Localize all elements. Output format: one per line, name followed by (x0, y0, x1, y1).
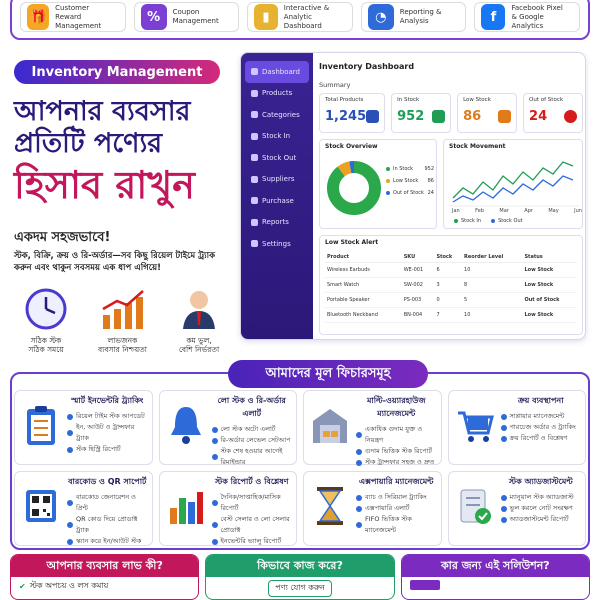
status-badge: Low Stock (522, 308, 577, 323)
feature-point: ইন, আউট ও ট্রান্সফার ট্র্যাক (67, 422, 148, 444)
kpi-row (319, 93, 583, 133)
status-badge: Out of Stock (522, 293, 577, 308)
top-card-reward[interactable] (20, 2, 126, 32)
section-title: আপনার ব্যবসার লাভ কী? (11, 555, 198, 577)
feature-card (303, 471, 442, 546)
inventory-dashboard-mockup (240, 52, 586, 340)
hourglass-icon (308, 476, 352, 536)
sidebar-item-settings[interactable] (245, 233, 309, 255)
stock-movement-chart (449, 154, 579, 216)
feature-card (448, 471, 587, 546)
clipboard-icon (19, 395, 63, 455)
stock-overview-panel (319, 139, 437, 229)
table-cell: Portable Speaker (325, 293, 402, 308)
sidebar-item-label: Reports (262, 218, 289, 227)
features-title: আমাদের মূল ফিচারসমূহ (228, 360, 428, 388)
businessman-icon (174, 284, 224, 334)
feature-point: স্ক্যান করে ইন/আউট স্টক (67, 536, 148, 547)
table-cell: 10 (462, 308, 522, 323)
kpi-in-stock (391, 93, 451, 133)
box-icon (366, 110, 379, 123)
kpi-value: 86 (463, 109, 482, 124)
qr-code-icon (19, 476, 63, 536)
panel-title: Stock Movement (449, 143, 506, 150)
month-tick: Feb (475, 208, 484, 214)
feature-point: গুদাম ভিত্তিক স্টক রিপোর্ট (356, 446, 437, 457)
panel-title: Low Stock Alert (325, 239, 379, 246)
benefit-label: কম ভুল, বেশি নির্ভরতা (178, 336, 220, 354)
bar-chart-icon: ▮ (254, 4, 278, 30)
low-stock-alert-panel (319, 235, 583, 335)
purchase-icon (251, 197, 258, 204)
categories-icon (251, 111, 258, 118)
feature-point: QR কোড দিয়ে প্রোডাক্ট ট্র্যাক (67, 514, 148, 536)
benefit-item (10, 284, 82, 354)
checklist-icon (453, 476, 497, 536)
store-icon (410, 580, 440, 590)
bell-icon (164, 395, 208, 455)
sidebar-item-label: Stock In (262, 132, 291, 141)
reports-icon (251, 219, 258, 226)
feature-title: স্টক অ্যাডজাস্টমেন্ট (508, 477, 573, 486)
feature-point: রি-অর্ডার লেভেল সেটআপ (212, 435, 293, 446)
column-header: Status (522, 252, 577, 263)
feature-point: স্টক হিস্ট্রি রিপোর্ট (67, 444, 148, 455)
how-it-works-card (205, 554, 394, 600)
feature-point: একাধিক গুদাম যুক্ত ও নিয়ন্ত্রণ (356, 424, 437, 446)
column-header: SKU (402, 252, 435, 263)
sidebar-item-stock-out[interactable] (245, 147, 309, 169)
kpi-value: 24 (529, 109, 548, 124)
growth-chart-icon (98, 284, 148, 334)
gift-icon: 🎁 (27, 4, 49, 30)
bar-chart-icon (164, 476, 208, 536)
kpi-low-stock (457, 93, 517, 133)
feature-title: বারকোড ও QR সাপোর্ট (68, 477, 147, 486)
feature-point: স্টক ট্রান্সফার সহজ ও দ্রুত (356, 457, 437, 468)
column-header: Product (325, 252, 402, 263)
table-cell: 6 (434, 263, 462, 278)
sidebar-item-dashboard[interactable] (245, 61, 309, 83)
movement-legend (454, 218, 523, 224)
facebook-google-icon: f (481, 4, 505, 30)
top-feature-strip (10, 0, 590, 40)
low-stock-table (325, 252, 577, 323)
legend-stock-out (491, 218, 523, 224)
table-cell: PS-003 (402, 293, 435, 308)
kpi-label: Out of Stock (529, 97, 564, 103)
stock-movement-panel (443, 139, 583, 229)
suppliers-icon (251, 176, 258, 183)
inventory-management-pill: Inventory Management (14, 60, 220, 84)
percent-icon: % (141, 4, 167, 30)
top-card-label: Customer Reward Management (55, 3, 102, 30)
table-row[interactable] (325, 278, 577, 293)
feature-card (14, 390, 153, 465)
feature-point: পারচেজ অর্ডার ও ট্র্যাকিং (501, 422, 582, 433)
feature-point: ক্রয় রিপোর্ট ও বিশ্লেষণ (501, 433, 582, 444)
bottom-sections (10, 554, 590, 600)
sidebar-item-stock-in[interactable] (245, 126, 309, 148)
legend-value: 952 (424, 166, 434, 172)
box-warning-icon (498, 110, 511, 123)
section-text: পণ্য যোগ করুন (268, 580, 332, 597)
feature-title: স্টক রিপোর্ট ও বিশ্লেষণ (214, 477, 289, 486)
legend-value: 24 (427, 190, 434, 196)
feature-card (14, 471, 153, 546)
feature-point: ম্যানুয়াল স্টক অ্যাডজাস্ট (501, 492, 582, 503)
legend-label: In Stock (393, 166, 414, 172)
legend-label: Low Stock (393, 178, 419, 184)
legend-label: Stock In (461, 218, 482, 224)
feature-point: দৈনিক/সাপ্তাহিক/মাসিক রিপোর্ট (212, 492, 293, 514)
sidebar-item-label: Products (262, 89, 293, 98)
hero-line-3: একদম সহজভাবে! (14, 230, 111, 245)
feature-point: ইনভেন্টরি ভ্যালু রিপোর্ট (212, 536, 293, 547)
table-cell: Bluetooth Neckband (325, 308, 402, 323)
feature-point: স্টক শেষ হওয়ার আগেই রিমাইন্ডার (212, 446, 293, 468)
table-row[interactable] (325, 308, 577, 323)
table-cell: 0 (434, 293, 462, 308)
table-cell: 10 (462, 263, 522, 278)
table-cell: 3 (434, 278, 462, 293)
clock-icon (21, 284, 71, 334)
pie-chart-icon: ◔ (368, 4, 394, 30)
sidebar-item-label: Settings (262, 239, 291, 248)
benefit-item (163, 284, 235, 354)
month-tick: Jan (452, 208, 460, 214)
top-card-label: Interactive & Analytic Dashboard (283, 3, 330, 30)
legend-out-of-stock (386, 190, 434, 196)
hero-headline: হিসাব রাখুন (14, 162, 195, 207)
feature-title: এক্সপায়ারি ম্যানেজমেন্ট (359, 477, 434, 486)
top-card-label: Coupon Management (172, 8, 219, 25)
column-header: Stock (434, 252, 462, 263)
feature-card (159, 390, 298, 465)
box-check-icon (432, 110, 445, 123)
month-tick: Jun (574, 208, 582, 214)
legend-stock-in (454, 218, 481, 224)
top-card-analytics[interactable] (474, 2, 580, 32)
benefit-section-card (10, 554, 199, 600)
feature-title: ক্রয় ব্যবস্থাপনা (517, 396, 564, 405)
kpi-out-of-stock (523, 93, 583, 133)
feature-point: রিয়েল টাইম স্টক আপডেট (67, 411, 148, 422)
kpi-label: Total Products (325, 97, 364, 103)
feature-point: সাপ্লায়ার ম্যানেজমেন্ট (501, 411, 582, 422)
feature-title: লো স্টক ও রি-অর্ডার এলার্ট (217, 396, 286, 418)
kpi-value: 952 (397, 109, 425, 124)
kpi-total-products (319, 93, 385, 133)
month-tick: Apr (524, 208, 533, 214)
top-card-dashboard[interactable] (247, 2, 353, 32)
sidebar-item-label: Categories (262, 110, 300, 119)
chart-panels (319, 139, 583, 229)
hero-description: স্টক, বিক্রি, ক্রয় ও রি-অর্ডার—সব কিছু রিয়েল টাইমে ট্র্যাক করুন এবং থাকুন সবসময় এক ধাপ এগিয়ে! (14, 251, 216, 273)
legend-label: Stock Out (498, 218, 523, 224)
sidebar-item-products[interactable] (245, 83, 309, 105)
sidebar-item-label: Stock Out (262, 153, 297, 162)
warehouse-icon (308, 395, 352, 455)
benefit-label: সঠিক স্টক সঠিক সময়ে (28, 336, 64, 354)
stock-in-icon (251, 133, 258, 140)
status-badge: Low Stock (522, 278, 577, 293)
feature-point: লো স্টক অটো এলার্ট (212, 424, 293, 435)
section-text: স্টক অপচয় ও লস কমায় (29, 581, 109, 590)
stock-out-icon (251, 154, 258, 161)
hero-line-1: আপনার ব্যবসার প্রতিটি পণ্যের (14, 96, 191, 159)
month-tick: Mar (499, 208, 509, 214)
sidebar-item-categories[interactable] (245, 104, 309, 126)
sidebar-item-label: Suppliers (262, 175, 295, 184)
feature-point: ব্যাচ ও সিরিয়াল ট্র্যাকিং (356, 492, 437, 503)
month-tick: May (548, 208, 559, 214)
feature-card (303, 390, 442, 465)
feature-point: বারকোড জেনারেশন ও প্রিন্ট (67, 492, 148, 514)
sidebar-item-label: Purchase (262, 196, 294, 205)
feature-card (448, 390, 587, 465)
table-cell: 7 (434, 308, 462, 323)
table-cell: Smart Watch (325, 278, 402, 293)
section-body (11, 577, 198, 596)
benefit-label: লাভজনক ব্যবসার নিশ্চয়তা (98, 336, 147, 354)
legend-in-stock (386, 166, 434, 172)
panel-title: Stock Overview (325, 143, 378, 150)
section-body (206, 577, 393, 600)
feature-title: মাল্টি-ওয়্যারহাউজ ম্যানেজমেন্ট (366, 396, 426, 418)
section-title: কিভাবে কাজ করে? (206, 555, 393, 577)
target-audience-card (401, 554, 590, 600)
sidebar-item-label: Dashboard (262, 67, 300, 76)
check-icon: ✔ (19, 582, 26, 591)
table-cell: SW-002 (402, 278, 435, 293)
benefit-item (87, 284, 159, 354)
section-body (402, 577, 589, 593)
summary-label: Summary (319, 81, 351, 89)
status-badge: Low Stock (522, 263, 577, 278)
feature-point: ভুল করলে নোট সংরক্ষণ (501, 503, 582, 514)
benefits-row (10, 284, 235, 354)
features-grid (14, 390, 586, 546)
dashboard-icon (251, 68, 258, 75)
table-row[interactable] (325, 263, 577, 278)
top-card-label: Facebook Pixel & Google Analytics (511, 3, 563, 30)
settings-icon (251, 240, 258, 247)
table-row[interactable] (325, 293, 577, 308)
table-cell: 8 (462, 278, 522, 293)
legend-value: 86 (427, 178, 434, 184)
legend-low-stock (386, 178, 434, 184)
kpi-label: Low Stock (463, 97, 491, 103)
dashboard-title: Inventory Dashboard (319, 62, 415, 71)
kpi-value: 1,245 (325, 109, 367, 124)
section-title: কার জন্য এই সলিউশন? (402, 555, 589, 577)
legend-label: Out of Stock (393, 190, 424, 196)
sidebar-item-suppliers[interactable] (245, 169, 309, 191)
feature-point: FIFO ভিত্তিক স্টক ম্যানেজমেন্ট (356, 514, 437, 536)
feature-title: স্মার্ট ইনভেন্টরি ট্র্যাকিং (71, 396, 144, 405)
table-cell: Wireless Earbuds (325, 263, 402, 278)
column-header: Reorder Level (462, 252, 522, 263)
stock-overview-donut (324, 158, 384, 218)
top-card-reporting[interactable] (361, 2, 467, 32)
feature-card (159, 471, 298, 546)
dashboard-main (319, 59, 583, 337)
table-header-row (325, 252, 577, 263)
kpi-label: In Stock (397, 97, 420, 103)
feature-point: বেস্ট সেলার ও লো সেলার প্রোডাক্ট (212, 514, 293, 536)
feature-point: এক্সপায়ারি এলার্ট (356, 503, 437, 514)
month-axis (452, 208, 582, 214)
table-cell: BN-004 (402, 308, 435, 323)
cart-icon (453, 395, 497, 455)
dashboard-sidebar (241, 53, 313, 340)
sidebar-item-purchase[interactable] (245, 190, 309, 212)
top-card-label: Reporting & Analysis (399, 8, 442, 25)
top-card-coupon[interactable] (134, 2, 240, 32)
products-icon (251, 90, 258, 97)
close-icon (564, 110, 577, 123)
table-cell: WE-001 (402, 263, 435, 278)
sidebar-item-reports[interactable] (245, 212, 309, 234)
feature-point: অ্যাডজাস্টমেন্ট রিপোর্ট (501, 514, 582, 525)
table-cell: 5 (462, 293, 522, 308)
